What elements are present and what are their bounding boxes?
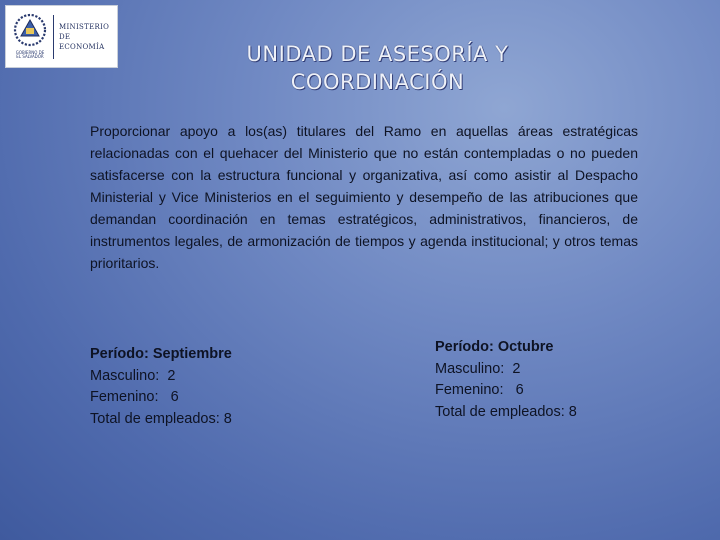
emblem-caption-line1: GOBIERNO DE bbox=[15, 49, 45, 55]
period-title: Período: Septiembre bbox=[90, 346, 232, 362]
coat-of-arms-icon bbox=[11, 11, 49, 63]
period-october bbox=[435, 337, 577, 423]
total-employees: Total de empleados: 8 bbox=[90, 410, 232, 427]
page-title-line2: COORDINACIÓN bbox=[290, 70, 465, 94]
ministry-name bbox=[59, 22, 117, 52]
female-count: Femenino: 6 bbox=[435, 382, 524, 398]
ministry-logo bbox=[5, 5, 118, 68]
total-employees: Total de empleados: 8 bbox=[435, 403, 577, 420]
ministry-name-line1: MINISTERIO bbox=[58, 22, 110, 31]
male-count: Masculino: 2 bbox=[435, 360, 521, 377]
female-count: Femenino: 6 bbox=[90, 389, 179, 405]
male-count: Masculino: 2 bbox=[90, 367, 176, 384]
ministry-name-line2: DE ECONOMÍA bbox=[58, 32, 105, 51]
unit-description: Proporcionar apoyo a los(as) titulares del Ramo en aquellas áreas estratégicas relacionadas con el quehacer del Ministerio que no están contempladas o no pueden satisfacerse con la estructura funcional y organizativa, así como asistir al Despacho Ministerial y Vice Ministerios en el seguimiento y desempeño de las atribuciones que demandan coordinación en temas estratégicos, administrativos, financieros, de instrumentos legales, de armonización de tiempos y agenda institucional; y otros temas prioritarios. bbox=[90, 123, 638, 271]
period-title: Período: Octubre bbox=[435, 339, 554, 355]
emblem-caption-line2: EL SALVADOR bbox=[16, 54, 44, 59]
page-title-line1: UNIDAD DE ASESORÍA Y bbox=[246, 42, 509, 66]
logo-divider bbox=[53, 15, 54, 59]
period-september bbox=[90, 344, 232, 430]
page-title bbox=[200, 40, 555, 96]
